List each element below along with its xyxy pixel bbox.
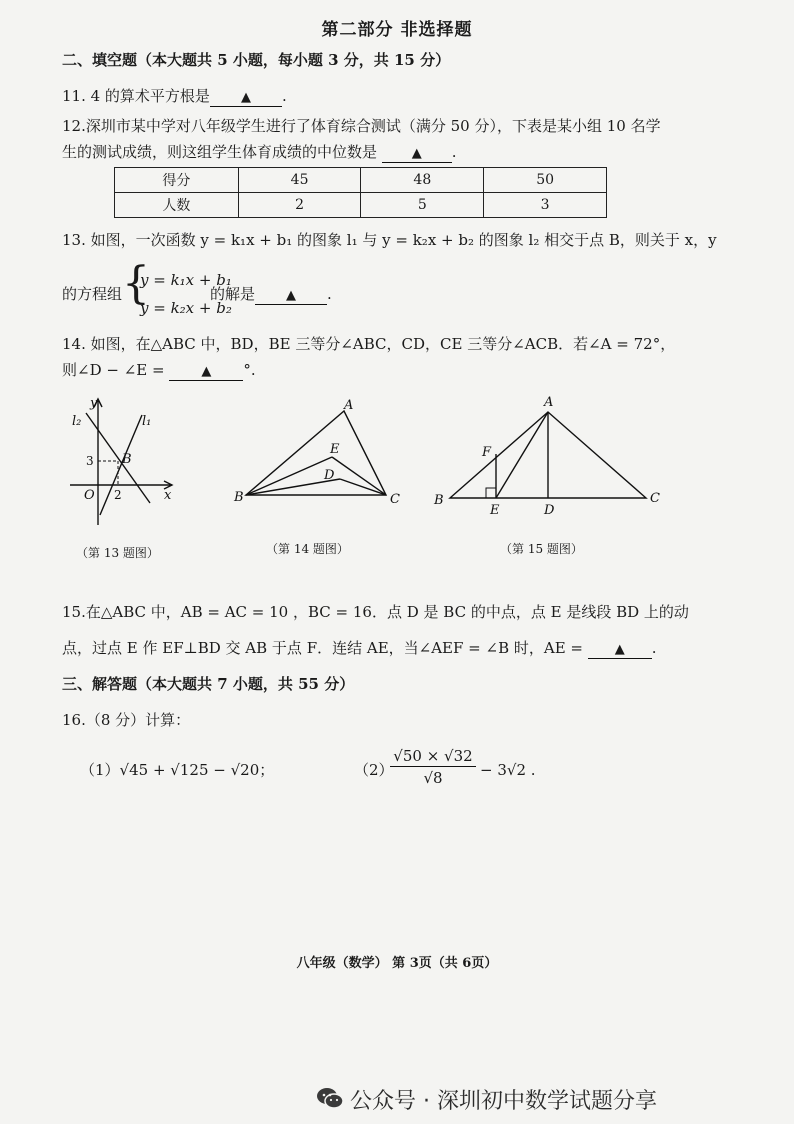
q16-p2-denominator: √8 <box>423 769 443 787</box>
label-x: x <box>164 488 172 503</box>
caption-figure-15: （第 15 题图） <box>500 542 583 556</box>
question-12-line2: 生的测试成绩，则这组学生体育成绩的中位数是 ▲ . <box>62 143 457 161</box>
table-cell: 3 <box>484 193 607 218</box>
label-three: 3 <box>86 454 94 468</box>
table-row <box>115 193 607 218</box>
q12-answer-blank: ▲ <box>382 144 452 163</box>
caption-figure-13: （第 13 题图） <box>76 546 159 560</box>
q13-eq1: y = k₁x + b₁ <box>140 271 232 289</box>
table-cell: 48 <box>361 168 484 193</box>
q16-p2-tail: − 3√2 . <box>480 761 536 779</box>
q11-text: 11. 4 的算术平方根是 <box>62 87 210 105</box>
label-b: B <box>234 490 244 505</box>
caption-figure-14: （第 14 题图） <box>266 542 349 556</box>
q13-answer-blank: ▲ <box>255 286 327 305</box>
table-cell: 得分 <box>115 168 239 193</box>
page-title: 第二部分 非选择题 <box>321 20 473 40</box>
q16-p2-label: （2） <box>354 761 394 779</box>
system-brace: { <box>122 258 150 309</box>
q16-p2-numerator: √50 × √32 <box>390 746 476 767</box>
label-y: y <box>90 396 98 411</box>
table-cell: 45 <box>238 168 361 193</box>
q12-line2-text: 生的测试成绩，则这组学生体育成绩的中位数是 <box>62 143 378 161</box>
label-e: E <box>330 442 340 457</box>
q16-p1-expression: √45 + √125 − √20； <box>119 761 275 779</box>
watermark-text: 公众号 · 深圳初中数学试题分享 <box>350 1089 657 1114</box>
figure-15-triangle <box>430 390 670 520</box>
segment-ec <box>332 457 386 495</box>
table-cell: 50 <box>484 168 607 193</box>
label-d: D <box>324 468 335 483</box>
q15-line2-text: 点，过点 E 作 EF⊥BD 交 AB 于点 F．连结 AE，当∠AEF = ∠B 时，AE = <box>62 639 583 657</box>
label-d: D <box>544 503 555 518</box>
label-two: 2 <box>114 488 122 502</box>
segment-ae <box>496 412 548 498</box>
section-heading-solutions: 三、解答题（本大题共 7 小题，共 55 分） <box>62 675 355 693</box>
label-b: B <box>122 452 132 467</box>
table-cell: 5 <box>361 193 484 218</box>
q13-line1: 13. 如图，一次函数 y = k₁x + b₁ 的图象 l₁ 与 y = k₂x + b₂ 的图象 l₂ 相交于点 B，则关于 x，y <box>62 231 717 249</box>
q16-p1-label: （1） <box>80 761 120 779</box>
segment-be <box>246 457 332 495</box>
section-heading-fill-blank: 二、填空题（本大题共 5 小题，每小题 3 分，共 15 分） <box>62 51 451 69</box>
label-origin: O <box>84 488 95 503</box>
question-14-line2: 则∠D − ∠E = ▲ °. <box>62 361 256 379</box>
score-table <box>114 167 607 218</box>
question-15-line2: 点，过点 E 作 EF⊥BD 交 AB 于点 F．连结 AE，当∠AEF = ∠B 时，AE = ▲ . <box>62 639 657 657</box>
q13-suffix: 的解是 <box>210 285 256 303</box>
q14-line1: 14. 如图，在△ABC 中，BD，BE 三等分∠ABC，CD，CE 三等分∠ACB．若∠A = 72°， <box>62 335 676 353</box>
label-a: A <box>344 398 354 413</box>
right-angle-mark <box>486 488 496 498</box>
label-a: A <box>544 395 554 410</box>
table-row <box>115 168 607 193</box>
label-e: E <box>490 503 500 518</box>
label-c: C <box>650 491 660 506</box>
q14-line2-text: 则∠D − ∠E = <box>62 361 165 379</box>
label-f: F <box>482 445 492 460</box>
q13-prefix: 的方程组 <box>62 285 123 303</box>
question-13-answer: 的解是 ▲ . <box>210 285 332 303</box>
q13-eq2: y = k₂x + b₂ <box>140 299 232 317</box>
question-11: 11. 4 的算术平方根是 ▲ . <box>62 87 287 105</box>
q11-answer-blank: ▲ <box>210 88 282 107</box>
q16-title: 16.（8 分）计算： <box>62 711 191 729</box>
label-c: C <box>390 492 400 507</box>
wechat-icon <box>316 1086 344 1110</box>
figure-14-triangle <box>232 395 412 515</box>
q16-p2-fraction <box>390 746 476 789</box>
q15-answer-blank: ▲ <box>588 640 652 659</box>
q15-line1: 15.在△ABC 中，AB = AC = 10 ，BC = 16．点 D 是 BC 的中点，点 E 是线段 BD 上的动 <box>62 603 689 621</box>
label-l2: l₂ <box>72 414 82 429</box>
q16-part1 <box>80 760 274 780</box>
table-cell: 2 <box>238 193 361 218</box>
label-b: B <box>434 493 444 508</box>
page-footer: 八年级（数学） 第 3页（共 6页） <box>296 956 498 971</box>
label-l1: l₁ <box>142 414 152 429</box>
q14-answer-blank: ▲ <box>169 362 243 381</box>
figure-13-graph <box>60 395 180 530</box>
table-cell: 人数 <box>115 193 239 218</box>
q12-line1: 12.深圳市某中学对八年级学生进行了体育综合测试（满分 50 分），下表是某小组 10 名学 <box>62 117 661 135</box>
